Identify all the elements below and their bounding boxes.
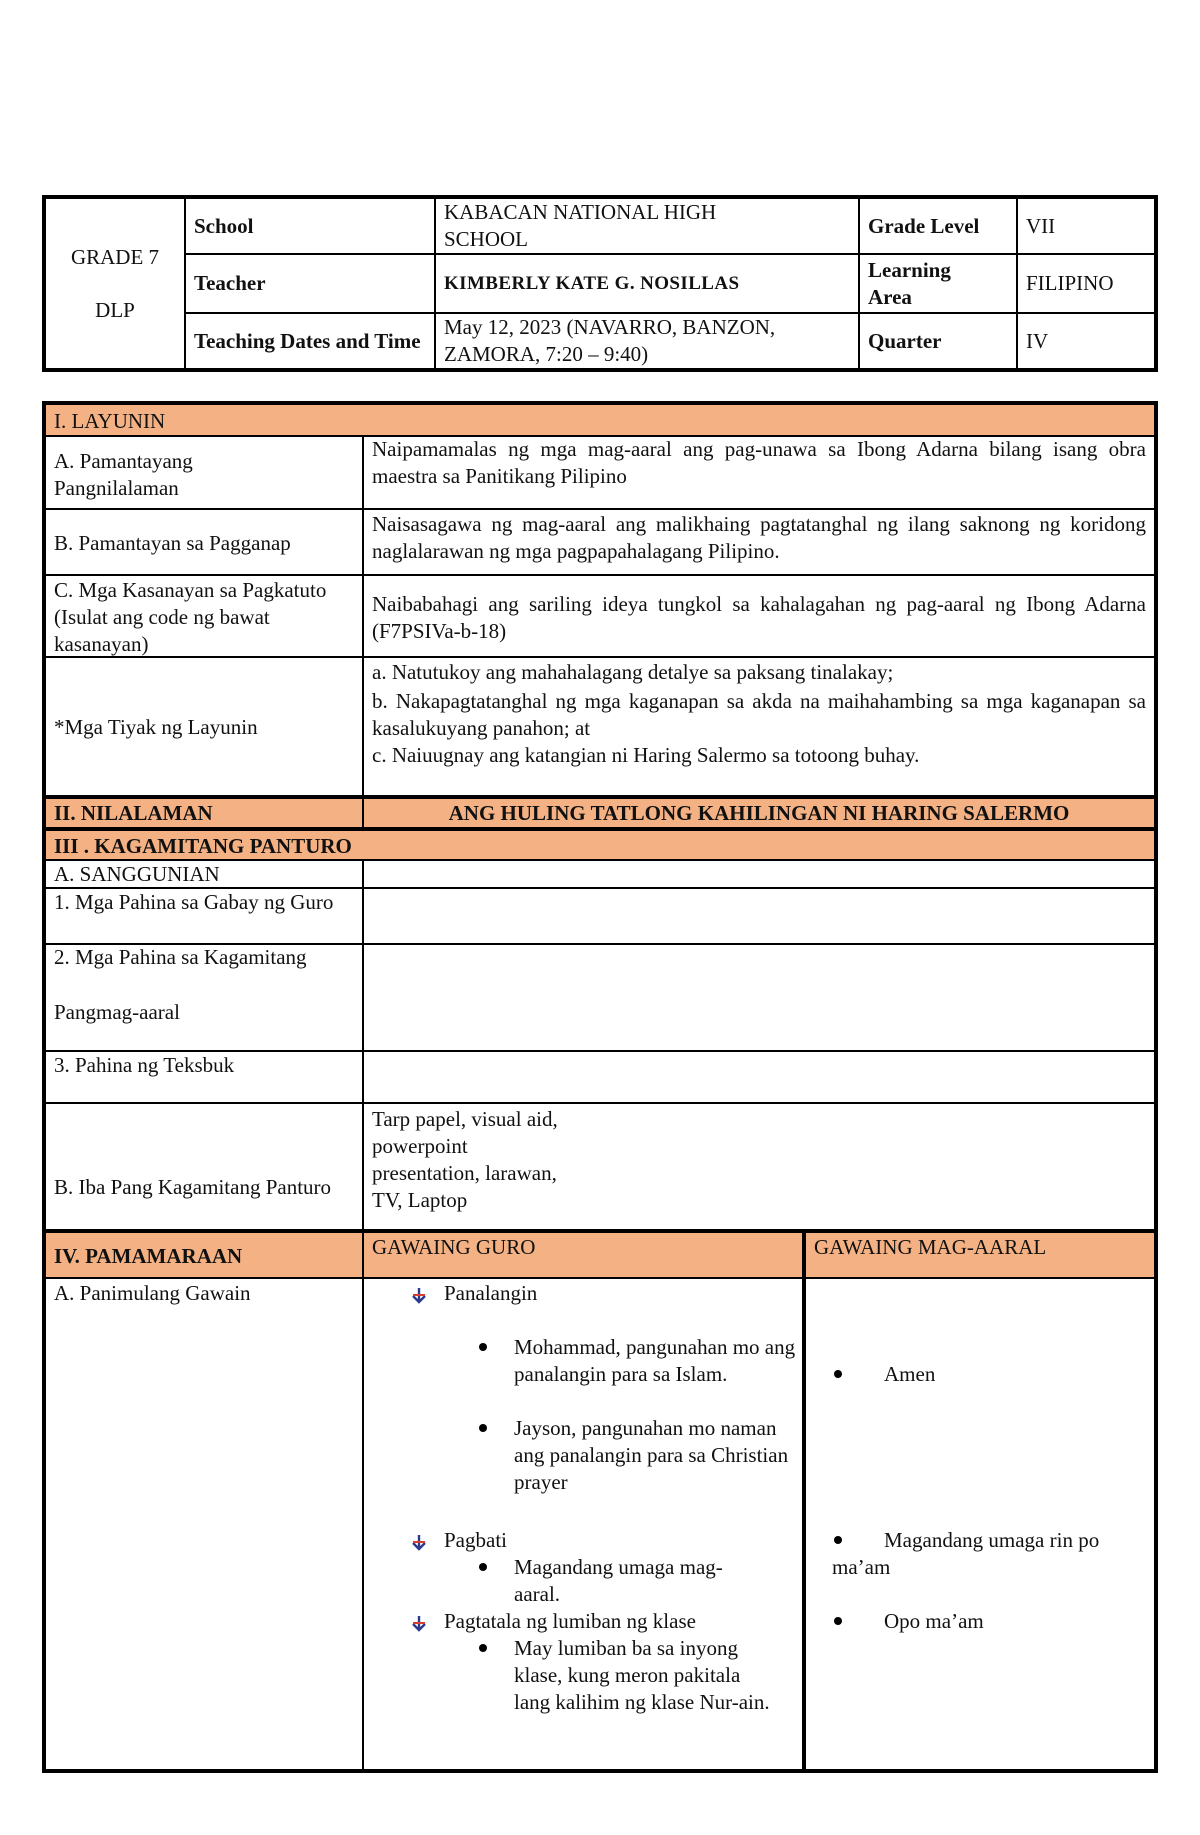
grade-label: GRADE 7 [70, 245, 160, 269]
magaaral-heading: GAWAING MAG-AARAL [814, 1235, 1047, 1259]
dates-label: Teaching Dates and Time [194, 328, 421, 353]
layunin-c-value: Naibabahagi ang sariling ideya tungkol sa kahalagahan ng pag-aaral ng Ibong Adarna (F7PSIVa-b-18) [372, 592, 1146, 643]
magaaral-item-3: Opo ma’am [884, 1609, 984, 1633]
quarter-value: IV [1026, 328, 1049, 353]
bullet-icon [479, 1563, 487, 1571]
dates-value: May 12, 2023 (NAVARRO, BANZON, ZAMORA, 7:20 – 9:40) [444, 315, 776, 366]
kagamitan-heading: III . KAGAMITANG PANTURO [54, 834, 352, 858]
kagamitang-label-2: Pangmag-aaral [54, 1000, 180, 1024]
layunin-a-label: A. Pamantayang Pangnilalaman [54, 449, 193, 500]
bullet-icon [834, 1617, 842, 1625]
layunin-b-value: Naisasagawa ng mag-aaral ang malikhaing pagtatanghal ng ilang saknong ng koridong naglalarawan ng mga pagpapahalagang Pilipino. [372, 512, 1146, 563]
pagbati-label: Pagbati [444, 1528, 507, 1552]
layunin-a-value: Naipamamalas ng mga mag-aaral ang pag-unawa sa Ibong Adarna bilang isang obra maestra sa Panitikang Pilipino [372, 437, 1146, 488]
kagamitang-label-1: 2. Mga Pahina sa Kagamitang [54, 945, 307, 969]
bullet-icon [834, 1536, 842, 1544]
layunin-c-label: C. Mga Kasanayan sa Pagkatuto (Isulat ang code ng bawat kasanayan) [54, 578, 327, 656]
school-label: School [194, 213, 254, 238]
nilalaman-title: ANG HULING TATLONG KAHILINGAN NI HARING SALERMO [448, 801, 1070, 825]
layunin-heading: I. LAYUNIN [54, 409, 166, 433]
iba-kagamitan-line-3: presentation, larawan, [372, 1161, 557, 1185]
nilalaman-heading: II. NILALAMAN [54, 801, 213, 825]
arrow-bullet-icon [410, 1533, 428, 1551]
quarter-label: Quarter [868, 328, 942, 353]
panimula-label: A. Panimulang Gawain [54, 1281, 251, 1305]
teacher-label: Teacher [194, 271, 266, 295]
pagtatala-item-1: May lumiban ba sa inyong klase, kung meron pakitala lang kalihim ng klase Nur-ain. [514, 1636, 770, 1714]
school-value: KABACAN NATIONAL HIGH SCHOOL [444, 200, 717, 251]
pagtatala-label: Pagtatala ng lumiban ng klase [444, 1609, 696, 1633]
tiyak-item-a: a. Natutukoy ang mahahalagang detalye sa paksang tinalakay; [372, 660, 894, 684]
grade-level-value: VII [1026, 213, 1056, 238]
bullet-icon [834, 1370, 842, 1378]
arrow-bullet-icon [410, 1614, 428, 1632]
gabay-label: 1. Mga Pahina sa Gabay ng Guro [54, 890, 334, 914]
iba-kagamitan-label: B. Iba Pang Kagamitang Panturo [54, 1175, 332, 1199]
learning-area-label: Learning Area [868, 257, 951, 309]
arrow-bullet-icon [410, 1286, 428, 1304]
teksbuk-label: 3. Pahina ng Teksbuk [54, 1053, 235, 1077]
tiyak-label: *Mga Tiyak ng Layunin [54, 715, 258, 739]
teacher-value: KIMBERLY KATE G. NOSILLAS [444, 272, 740, 294]
pamamaraan-heading: IV. PAMAMARAAN [54, 1244, 243, 1268]
bullet-icon [479, 1644, 487, 1652]
magaaral-item-2-text: Magandang umaga rin po ma’am [832, 1528, 1100, 1579]
sanggunian-label: A. SANGGUNIAN [54, 862, 220, 886]
bullet-icon [479, 1343, 487, 1351]
dlp-label: DLP [95, 298, 135, 322]
tiyak-item-c: c. Naiuugnay ang katangian ni Haring Salermo sa totoong buhay. [372, 743, 920, 767]
panalangin-item-2: Jayson, pangunahan mo naman ang panalangin para sa Christian prayer [514, 1416, 789, 1494]
layunin-b-label: B. Pamantayan sa Pagganap [54, 531, 291, 555]
learning-area-value: FILIPINO [1026, 271, 1114, 295]
iba-kagamitan-line-4: TV, Laptop [372, 1188, 468, 1212]
grade-level-label: Grade Level [868, 213, 980, 238]
magaaral-item-1: Amen [884, 1362, 936, 1386]
guro-heading: GAWAING GURO [372, 1235, 536, 1259]
panalangin-item-1: Mohammad, pangunahan mo ang panalangin para sa Islam. [514, 1335, 796, 1386]
iba-kagamitan-line-2: powerpoint [372, 1134, 468, 1158]
pagbati-item-1: Magandang umaga mag-aaral. [514, 1555, 723, 1606]
magaaral-item-2 [832, 1527, 1152, 1581]
panalangin-label: Panalangin [444, 1281, 538, 1305]
iba-kagamitan-line-1: Tarp papel, visual aid, [372, 1107, 558, 1131]
bullet-icon [479, 1424, 487, 1432]
tiyak-item-b: b. Nakapagtatanghal ng mga kaganapan sa akda na maihahambing sa mga kaganapan sa kasalukuyang panahon; at [372, 689, 1146, 740]
